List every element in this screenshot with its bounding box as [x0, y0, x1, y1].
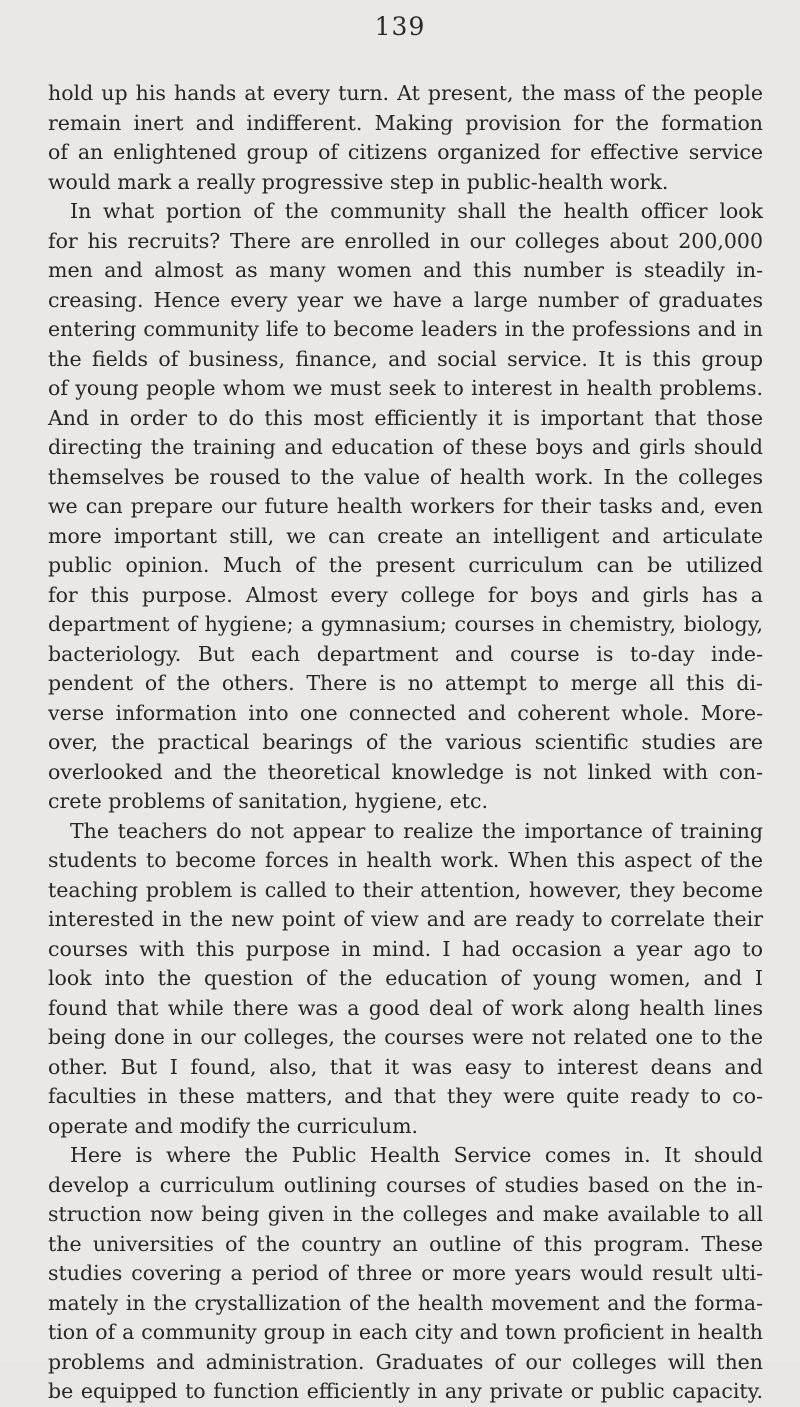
text-line: The teachers do not appear to realize the importance of training — [70, 818, 763, 843]
text-line: for this purpose. Almost every college for boys and girls has a — [48, 582, 763, 607]
text-line: creasing. Hence every year we have a large number of graduates — [48, 287, 763, 312]
text-line: struction now being given in the colleges and make available to all — [48, 1202, 763, 1226]
text-line: develop a curriculum outlining courses of studies based on the in- — [48, 1172, 763, 1197]
text-line: the universities of the country an outline of this program. These — [48, 1231, 763, 1256]
page-number: 139 — [374, 12, 426, 41]
text-line: themselves be roused to the value of health work. In the colleges — [48, 464, 763, 489]
text-line: of an enlightened group of citizens organized for effective service — [48, 140, 763, 164]
text-line: operate and modify the curriculum. — [48, 1113, 419, 1138]
text-line: problems and administration. Graduates of our colleges will then — [48, 1349, 763, 1374]
text-line: of young people whom we must seek to interest in health problems. — [48, 376, 763, 400]
text-line: entering community life to become leaders in the professions and in — [48, 317, 763, 341]
text-line: bacteriology. But each department and course is to-day inde- — [48, 641, 763, 666]
text-line: In what portion of the community shall the health officer look — [70, 199, 763, 223]
text-line: courses with this purpose in mind. I had occasion a year ago to — [48, 936, 763, 961]
text-line: Here is where the Public Health Service comes in. It should — [70, 1143, 763, 1167]
text-line: hold up his hands at every turn. At present, the mass of the people — [48, 81, 763, 105]
text-line: directing the training and education of these boys and girls should — [48, 435, 763, 459]
body-text — [48, 79, 763, 1407]
text-line: studies covering a period of three or more years would result ulti- — [48, 1261, 763, 1285]
text-line: faculties in these matters, and that they were quite ready to co- — [48, 1084, 763, 1108]
text-line: public opinion. Much of the present curriculum can be utilized — [48, 553, 763, 577]
text-line: for his recruits? There are enrolled in our colleges about 200,000 — [48, 228, 763, 253]
text-line: other. But I found, also, that it was easy to interest deans and — [48, 1054, 763, 1079]
text-line: tion of a community group in each city and town proficient in health — [48, 1320, 763, 1344]
text-line: look into the question of the education of young women, and I — [48, 966, 763, 990]
text-line: And in order to do this most efficiently it is important that those — [48, 405, 763, 430]
text-line: the fields of business, finance, and social service. It is this group — [48, 346, 763, 371]
text-line: students to become forces in health work. When this aspect of the — [48, 848, 763, 872]
text-line: mately in the crystallization of the health movement and the forma- — [48, 1290, 763, 1315]
text-line: interested in the new point of view and are ready to correlate their — [48, 907, 763, 931]
text-line: crete problems of sanitation, hygiene, etc. — [48, 789, 488, 813]
text-line: teaching problem is called to their attention, however, they become — [48, 877, 763, 902]
text-line: men and almost as many women and this number is steadily in- — [48, 258, 763, 282]
text-line: department of hygiene; a gymnasium; courses in chemistry, biology, — [48, 612, 763, 636]
text-line: pendent of the others. There is no attempt to merge all this di- — [48, 671, 763, 695]
text-line: overlooked and the theoretical knowledge is not linked with con- — [48, 759, 763, 784]
text-line: over, the practical bearings of the various scientific studies are — [48, 730, 763, 754]
text-line: being done in our colleges, the courses were not related one to the — [48, 1025, 763, 1049]
text-line: would mark a really progressive step in public-health work. — [48, 169, 669, 194]
text-line: found that while there was a good deal of work along health lines — [48, 995, 763, 1020]
text-line: verse information into one connected and coherent whole. More- — [48, 700, 763, 725]
text-line: we can prepare our future health workers for their tasks and, even — [48, 494, 763, 518]
text-line: remain inert and indifferent. Making provision for the formation — [48, 110, 763, 135]
text-line: more important still, we can create an intelligent and articulate — [48, 523, 763, 548]
text-line: be equipped to function efficiently in any private or public capacity. — [48, 1379, 763, 1403]
